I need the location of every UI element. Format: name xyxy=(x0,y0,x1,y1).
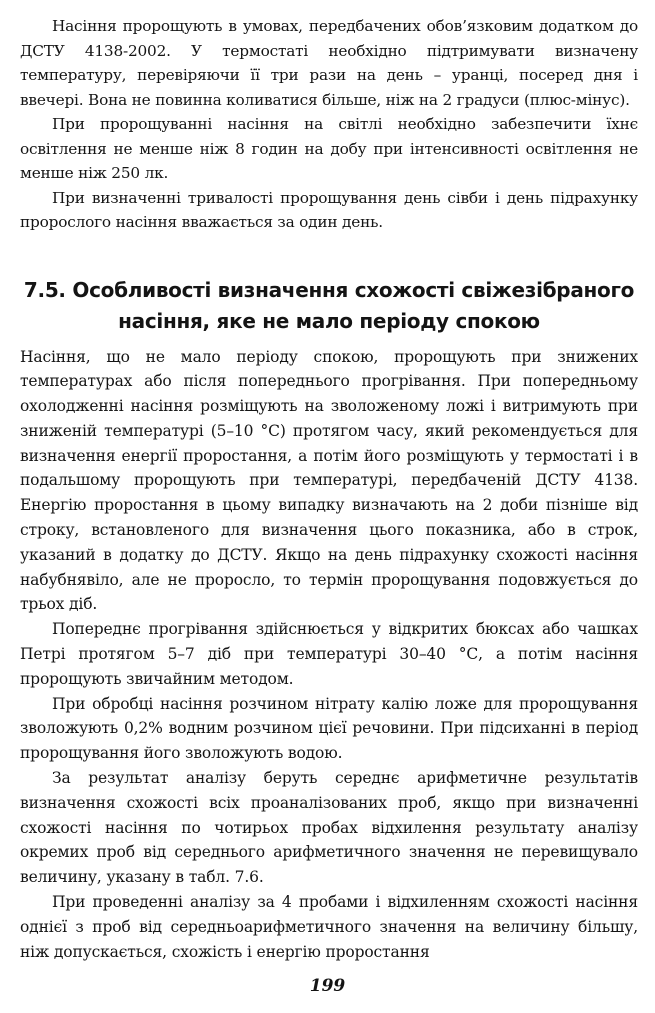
paragraph: Насіння пророщують в умовах, передбачених обов’язковим додатком до ДСТУ 4138-2002. У термостаті необхідно підтримувати визначену температуру, перевіряючи її три рази на день – уранці, посеред дня і ввечері. Вона не повинна коливатися більше, ніж на 2 градуси (плюс-мінус). xyxy=(20,17,638,109)
paragraph: Насіння, що не мало періоду спокою, пророщують при знижених температурах або після попереднього прогрівання. При попередньому охолодженні насіння розміщують на зволоженому ложі і витримують при зниженій температурі (5–10 °С) протягом часу, який рекомендується для визначення енергії проростання, а потім його розміщують у термостаті і в подальшому пророщують при температурі, передбаченій ДСТУ 4138. Енергію проростання в цьому випадку визначають на 2 доби пізніше від строку, встановленого для визначення цього показника, або в строк, указаний в додатку до ДСТУ. Якщо на день підрахунку схожості насіння набубнявіло, але не проросло, то термін пророщування подовжується до трьох діб. xyxy=(20,347,638,614)
paragraph: При визначенні тривалості пророщування день сівби і день підрахунку пророслого насіння вважається за один день. xyxy=(20,188,638,231)
paragraph: При пророщуванні насіння на світлі необхідно забезпечити їхнє освітлення не менше ніж 8 годин на добу при інтенсивності освітлення не менше ніж 250 лк. xyxy=(20,115,638,182)
section-text xyxy=(20,345,638,965)
paragraph: При обробці насіння розчином нітрату калію ложе для пророщування зволожують 0,2% водним розчином цієї речовини. При підсиханні в період пророщування його зволожують водою. xyxy=(20,694,638,763)
section-heading xyxy=(20,275,638,337)
section-heading-line: насіння, яке не мало періоду спокою xyxy=(118,308,540,333)
page-number: 199 xyxy=(309,976,346,996)
paragraph: При проведенні аналізу за 4 пробами і відхиленням схожості насіння однієї з проб від середньоарифметичного значення на величину більшу, ніж допускається, схожість і енергію проростання xyxy=(20,893,638,961)
paragraph: Попереднє прогрівання здійснюється у відкритих бюксах або чашках Петрі протягом 5–7 діб при температурі 30–40 °С, а потім насіння пророщують звичайним методом. xyxy=(20,620,638,688)
book-page xyxy=(20,14,638,964)
paragraph: За результат аналізу беруть середнє арифметичне результатів визначення схожості всіх проаналізованих проб, якщо при визначенні схожості насіння по чотирьох пробах відхилення результату аналізу окремих проб від середнього арифметичного значення не перевищувало величину, указану в табл. 7.6. xyxy=(20,769,638,887)
intro-text xyxy=(20,14,638,235)
section-heading-line: 7.5. Особливості визначення схожості свіжезібраного xyxy=(23,277,635,302)
